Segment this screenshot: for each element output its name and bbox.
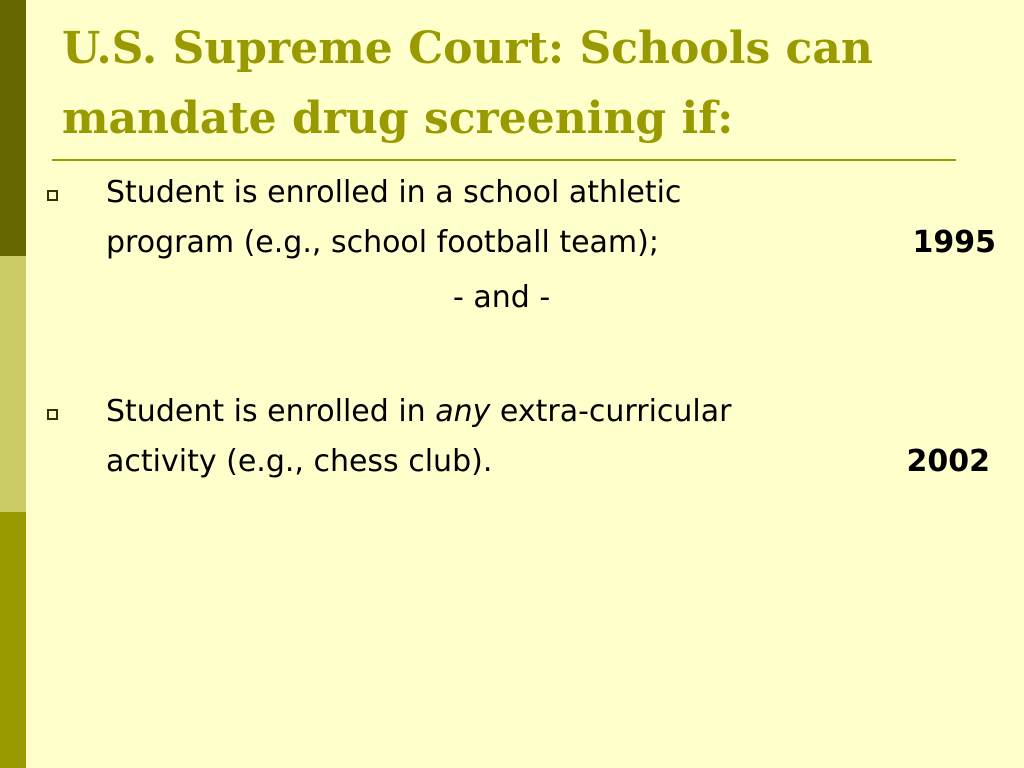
bullet-line: Student is enrolled in a school athletic bbox=[106, 175, 682, 210]
square-bullet-icon bbox=[47, 409, 58, 420]
sidebar-band-top bbox=[0, 0, 26, 256]
ruling-year: 2002 bbox=[906, 444, 990, 479]
bullet-extracurricular bbox=[106, 387, 996, 487]
sidebar-band-middle bbox=[0, 256, 26, 512]
sidebar-band-bottom bbox=[0, 512, 26, 768]
slide-title: U.S. Supreme Court: Schools can mandate drug screening if: bbox=[62, 23, 873, 144]
bullet-line: program (e.g., school football team); bbox=[106, 225, 659, 260]
bullet-line bbox=[106, 387, 996, 437]
bullet-text: Student is enrolled in bbox=[106, 394, 436, 429]
title-divider bbox=[52, 159, 956, 161]
emphasis-text: any bbox=[435, 394, 491, 429]
ruling-year: 1995 bbox=[912, 225, 996, 260]
connector-text: - and - bbox=[453, 280, 551, 315]
square-bullet-icon bbox=[47, 190, 58, 201]
bullet-text: extra-curricular bbox=[490, 394, 732, 429]
bullet-line: activity (e.g., chess club). bbox=[106, 444, 493, 479]
bullet-athletic-program bbox=[106, 168, 996, 268]
